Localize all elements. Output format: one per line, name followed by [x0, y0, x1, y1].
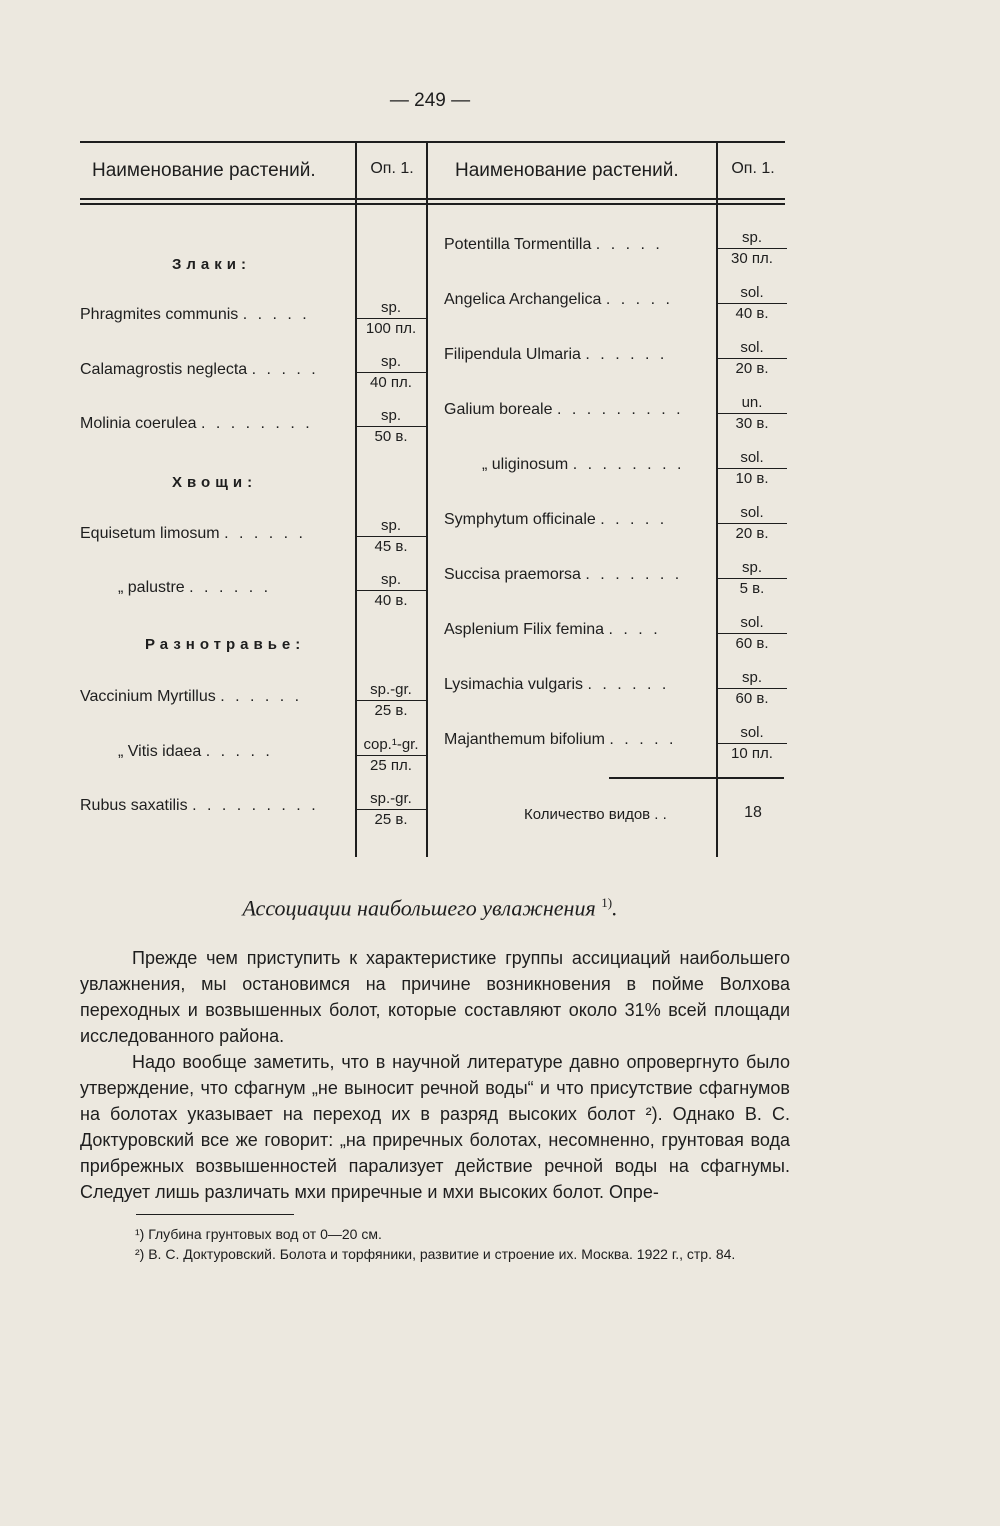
- plant-name: [80, 525, 306, 543]
- plant-name-text: Phragmites communis: [80, 306, 239, 323]
- plant-name: [444, 566, 682, 584]
- leader-dots: . . . . .: [251, 361, 319, 378]
- plant-name: [444, 346, 667, 364]
- leader-dots: . . . . .: [595, 236, 663, 253]
- plant-name: [444, 511, 667, 529]
- plant-name-text: Filipendula Ulmaria: [444, 346, 581, 363]
- plant-name: [80, 415, 313, 433]
- abundance-value: sol.: [740, 449, 764, 466]
- abundance-value: cop.¹-gr.: [363, 736, 419, 753]
- abundance-cell: [717, 393, 787, 434]
- plant-name: [444, 291, 673, 309]
- height-value: 10 в.: [717, 468, 787, 489]
- plant-name-text: „ uliginosum: [482, 456, 569, 473]
- height-value: 60 в.: [717, 633, 787, 654]
- plant-name-text: Angelica Archangelica: [444, 291, 602, 308]
- table-top-rule: [80, 141, 785, 143]
- abundance-cell: [356, 352, 426, 393]
- page-number: — 249 —: [389, 90, 471, 111]
- abundance-value: sol.: [740, 614, 764, 631]
- plant-name-text: „ Vitis idaea: [118, 743, 202, 760]
- plant-name-text: Lysimachia vulgaris: [444, 676, 584, 693]
- abundance-value: sp.-gr.: [370, 681, 412, 698]
- abundance-cell: [717, 228, 787, 269]
- plant-name: [80, 361, 319, 379]
- abundance-cell: [717, 503, 787, 544]
- body-text: [80, 945, 790, 1205]
- leader-dots: . . . . .: [242, 306, 310, 323]
- height-value: 30 в.: [717, 413, 787, 434]
- footnotes: [80, 1224, 792, 1264]
- footnote-ref: 1): [601, 895, 613, 910]
- group-label: Злаки:: [172, 256, 251, 273]
- leader-dots: . . . . . .: [189, 579, 272, 596]
- abundance-cell: [717, 283, 787, 324]
- plant-name: [80, 797, 319, 815]
- abundance-cell: [356, 680, 426, 721]
- height-value: 40 пл.: [356, 372, 426, 393]
- leader-dots: . . . . . . . . .: [192, 797, 319, 814]
- plant-name-text: Rubus saxatilis: [80, 797, 188, 814]
- leader-dots: . . . . . . . . .: [556, 401, 684, 418]
- leader-dots: . . . . .: [609, 731, 677, 748]
- abundance-value: sp.: [741, 559, 762, 576]
- height-value: 10 пл.: [717, 743, 787, 764]
- species-count-label: Количество видов . .: [524, 806, 667, 823]
- leader-dots: . . . . .: [205, 743, 273, 760]
- abundance-cell: [356, 406, 426, 447]
- plant-name: [444, 236, 663, 254]
- abundance-cell: [717, 668, 787, 709]
- height-value: 45 в.: [356, 536, 426, 557]
- plant-name-text: Majanthemum bifolium: [444, 731, 605, 748]
- plant-name-text: Vaccinium Myrtillus: [80, 688, 216, 705]
- height-value: 20 в.: [717, 523, 787, 544]
- abundance-value: sol.: [740, 504, 764, 521]
- plant-name-text: Calamagrostis neglecta: [80, 361, 248, 378]
- plant-name-text: Galium boreale: [444, 401, 553, 418]
- header-rule-1: [80, 198, 785, 200]
- plant-name: [444, 676, 669, 694]
- abundance-value: sol.: [740, 724, 764, 741]
- leader-dots: . . . . . .: [585, 346, 668, 363]
- abundance-value: sp.: [380, 517, 401, 534]
- plant-name: [80, 306, 310, 324]
- leader-dots: . . . .: [608, 621, 661, 638]
- total-rule: [609, 777, 784, 779]
- section-heading-text: Ассоциации наибольшего увлажнения: [242, 895, 596, 921]
- leader-dots: . . . . . . .: [585, 566, 683, 583]
- group-label: Хвощи:: [172, 474, 258, 491]
- height-value: 5 в.: [717, 578, 787, 599]
- leader-dots: . . . . .: [605, 291, 673, 308]
- plant-name: [482, 456, 684, 474]
- abundance-cell: [356, 298, 426, 339]
- abundance-value: sp.: [380, 299, 401, 316]
- plant-name: [118, 743, 273, 761]
- abundance-value: sol.: [740, 339, 764, 356]
- height-value: 40 в.: [356, 590, 426, 611]
- left-header-op: Оп. 1.: [370, 160, 414, 177]
- height-value: 25 в.: [356, 809, 426, 830]
- abundance-value: un.: [741, 394, 763, 411]
- header-rule-2: [80, 203, 785, 205]
- footnote-divider: [136, 1214, 294, 1215]
- plant-name-text: Symphytum officinale: [444, 511, 596, 528]
- abundance-cell: [356, 789, 426, 830]
- plant-name-text: Asplenium Filix femina: [444, 621, 605, 638]
- abundance-cell: [356, 516, 426, 557]
- leader-dots: . . . . . . . .: [200, 415, 313, 432]
- height-value: 50 в.: [356, 426, 426, 447]
- abundance-value: sp.: [380, 407, 401, 424]
- footnote: ¹) Глубина грунтовых вод от 0—20 см.: [135, 1226, 382, 1242]
- height-value: 40 в.: [717, 303, 787, 324]
- plant-name: [444, 621, 661, 639]
- section-heading: Ассоциации наибольшего увлажнения $^{1)}$.: [242, 895, 618, 921]
- abundance-cell: [356, 735, 426, 776]
- abundance-cell: [717, 723, 787, 764]
- leader-dots: . . . . . . . .: [572, 456, 685, 473]
- height-value: 20 в.: [717, 358, 787, 379]
- leader-dots: . . . . . .: [587, 676, 670, 693]
- species-count-value: 18: [744, 804, 762, 821]
- abundance-cell: [717, 558, 787, 599]
- left-header-name: Наименование растений.: [92, 160, 316, 181]
- height-value: 60 в.: [717, 688, 787, 709]
- right-header-name: Наименование растений.: [455, 160, 679, 181]
- plant-name-text: „ palustre: [118, 579, 185, 596]
- paragraph: Надо вообще заметить, что в научной литературе давно опровергнуто было утверждение, что сфагнум „не выносит речной воды“ и что присутствие сфагнумов на болотах указывает на переход их в разряд высоких болот ²). Однако В. С. Доктуровский все же говорит: „на приречных болотах, несомненно, грунтовая вода прибрежных возвышенностей парализует действие речной воды на сфагнумы. Следует лишь различать мхи приречные и мхи высоких болот. Опре-: [80, 1052, 790, 1202]
- paragraph: Прежде чем приступить к характеристике группы ассициаций наибольшего увлажнения, мы остановимся на причине возникновения в пойме Волхова переходных и возвышенных болот, которые составляют около 31% всей площади исследованного района.: [80, 948, 790, 1046]
- abundance-value: sp.-gr.: [370, 790, 412, 807]
- leader-dots: . . . . .: [600, 511, 668, 528]
- plant-name: [444, 401, 684, 419]
- height-value: 25 в.: [356, 700, 426, 721]
- abundance-cell: [356, 570, 426, 611]
- plant-name-text: Molinia coerulea: [80, 415, 197, 432]
- height-value: 25 пл.: [356, 755, 426, 776]
- column-divider: [426, 141, 428, 857]
- abundance-value: sp.: [380, 571, 401, 588]
- leader-dots: . . . . . .: [224, 525, 306, 542]
- plant-name: [444, 731, 676, 749]
- height-value: 100 пл.: [356, 318, 426, 339]
- plant-name-text: Potentilla Tormentilla: [444, 236, 592, 253]
- abundance-cell: [717, 338, 787, 379]
- height-value: 30 пл.: [717, 248, 787, 269]
- abundance-value: sol.: [740, 284, 764, 301]
- plant-name: [118, 579, 271, 597]
- abundance-value: sp.: [380, 353, 401, 370]
- right-header-op: Оп. 1.: [731, 160, 775, 177]
- plant-name-text: Equisetum limosum: [80, 525, 220, 542]
- abundance-value: sp.: [741, 669, 762, 686]
- footnote: ²) В. С. Доктуровский. Болота и торфяники, развитие и строение их. Москва. 1922 г., стр. 84.: [135, 1246, 736, 1262]
- plant-name-text: Succisa praemorsa: [444, 566, 581, 583]
- plant-name: [80, 688, 302, 706]
- group-label: Разнотравье:: [145, 636, 306, 653]
- abundance-cell: [717, 613, 787, 654]
- leader-dots: . . . . . .: [220, 688, 303, 705]
- abundance-cell: [717, 448, 787, 489]
- abundance-value: sp.: [741, 229, 762, 246]
